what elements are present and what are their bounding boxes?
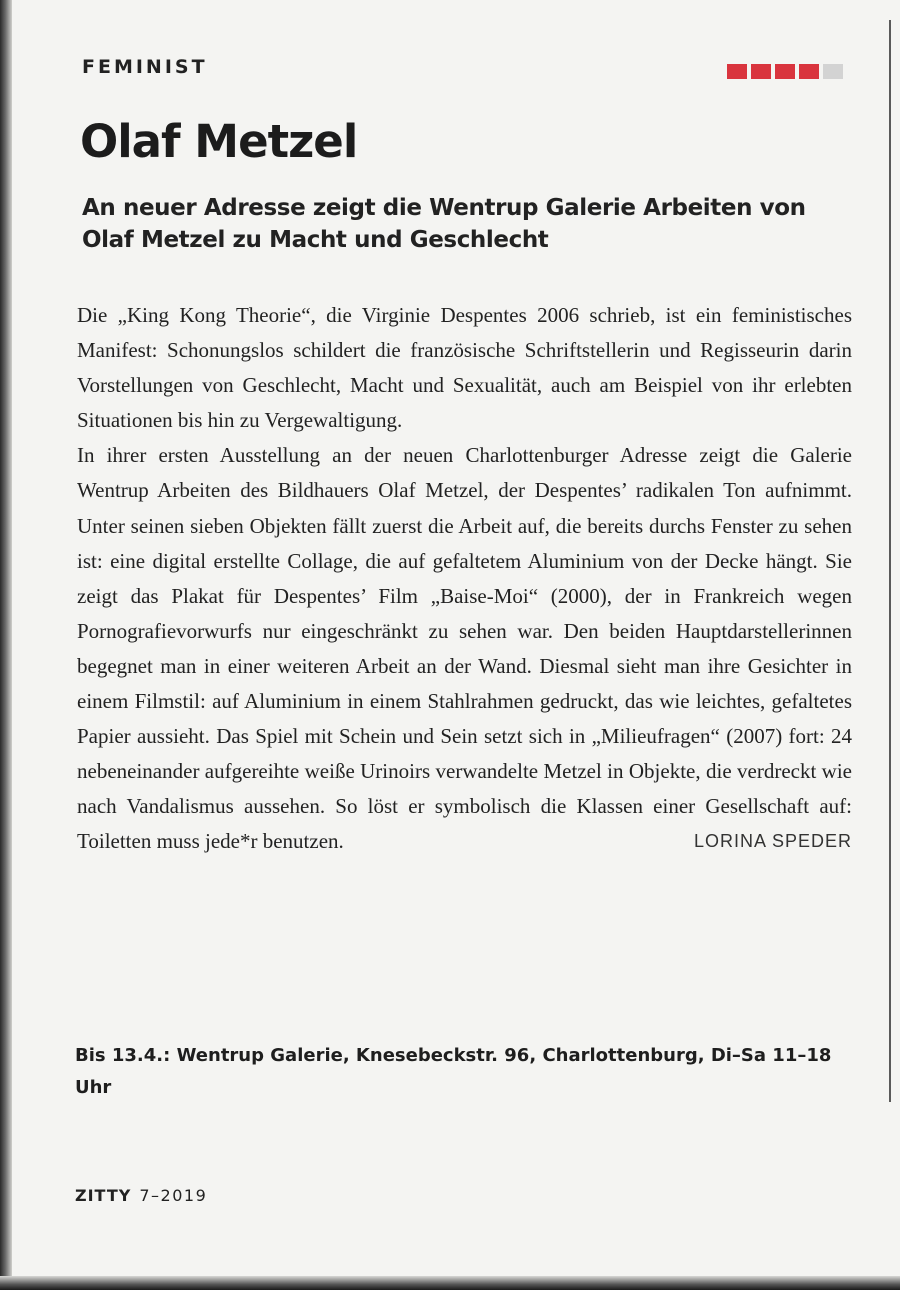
rating-square-filled [775, 64, 795, 79]
article-body [77, 298, 852, 860]
author-byline: LORINA SPEDER [693, 831, 852, 852]
issue-number: 7–2019 [139, 1186, 208, 1205]
magazine-name: ZITTY [75, 1186, 132, 1205]
page-spine-shadow [0, 0, 12, 1290]
rating-square-filled [799, 64, 819, 79]
column-rule [889, 20, 891, 1102]
rating-squares [727, 64, 843, 79]
article-paragraph-2 [77, 438, 852, 859]
exhibition-info: Bis 13.4.: Wentrup Galerie, Knesebeckstr. 96, Charlottenburg, Di–Sa 11–18 Uhr [75, 1045, 832, 1098]
rating-square-empty [823, 64, 843, 79]
rating-square-filled [751, 64, 771, 79]
article-subtitle: An neuer Adresse zeigt die Wentrup Galerie Arbeiten von Olaf Metzel zu Macht und Geschlecht [82, 195, 806, 253]
page-bottom-edge [0, 1276, 900, 1290]
section-kicker: FEMINIST [82, 56, 208, 78]
rating-square-filled [727, 64, 747, 79]
article-paragraph-1: Die „King Kong Theorie“, die Virginie Despentes 2006 schrieb, ist ein feministisches Manifest: Schonungslos schildert die französische Schriftstellerin und Regisseurin darin Vorstellungen von Geschlecht, Macht und Sexualität, auch am Beispiel von ihr erlebten Situationen bis hin zu Vergewaltigung. [77, 303, 852, 433]
article-title: Olaf Metzel [80, 115, 358, 168]
page-footer [75, 1186, 207, 1205]
article-paragraph-2-text: In ihrer ersten Ausstellung an der neuen Charlottenburger Adresse zeigt die Galerie Wentrup Arbeiten des Bildhauers Olaf Metzel, der Despentes’ radikalen Ton aufnimmt. Unter seinen sieben Objekten fällt zuerst die Arbeit auf, die bereits durchs Fenster zu sehen ist: eine digital erstellte Collage, die auf gefaltetem Aluminium von der Decke hängt. Sie zeigt das Plakat für Despentes’ Film „Baise-Moi“ (2000), der in Frankreich wegen Pornografievorwurfs nur eingeschränkt zu sehen war. Den beiden Hauptdarstellerinnen begegnet man in einer weiteren Arbeit an der Wand. Diesmal sieht man ihre Gesichter in einem Filmstil: auf Aluminium in einem Stahlrahmen gedruckt, das wie leichtes, gefaltetes Papier aussieht. Das Spiel mit Schein und Sein setzt sich in „Milieufragen“ (2007) fort: 24 nebeneinander aufgereihte weiße Urinoirs verwandelte Metzel in Objekte, die verdreckt wie nach Vandalismus aussehen. So löst er symbolisch die Klassen einer Gesellschaft auf: Toiletten muss jede*r benutzen. [77, 443, 852, 854]
